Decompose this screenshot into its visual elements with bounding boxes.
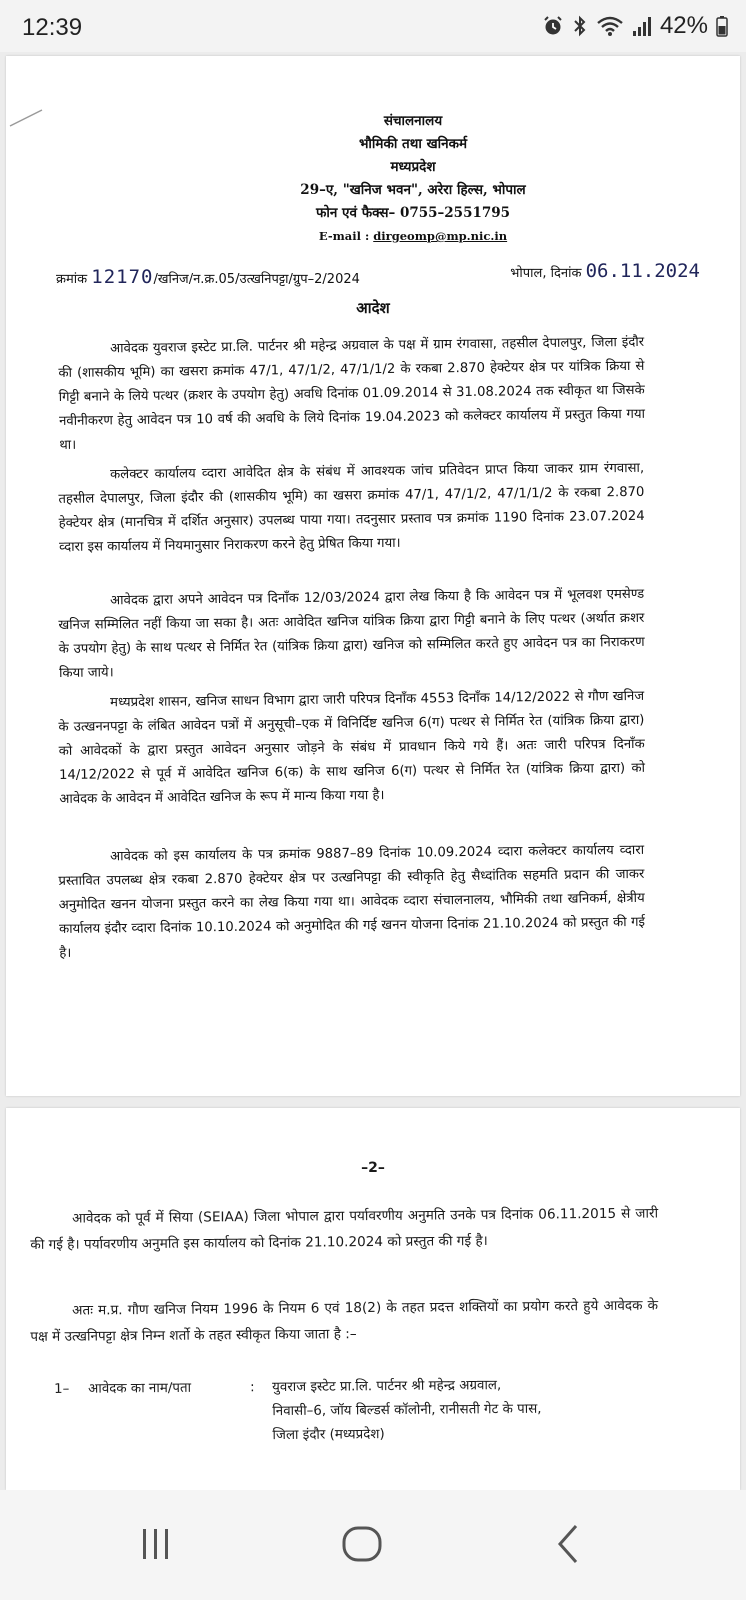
item-value-line-2: निवासी–6, जॉय बिल्डर्स कॉलोनी, रानीसती गेट के पास,	[272, 1401, 542, 1420]
home-button[interactable]	[338, 1520, 386, 1572]
order-prefix: क्रमांक	[56, 272, 88, 287]
page2-paragraph-2: अतः म.प्र. गौण खनिज नियम 1996 के नियम 6 एवं 18(2) के तहत प्रदत्त शक्तियों का प्रयोग करते हुये आवेदक के पक्ष में उत्खनिपट्टा क्षेत्र निम्न शर्तो के तहत स्वीकृत किया जाता है :–	[30, 1297, 659, 1345]
paragraph-4: मध्यप्रदेश शासन, खनिज साधन विभाग द्वारा जारी परिपत्र दिनाँक 4553 दिनाँक 14/12/2022 से गौण खनिज के उत्खननपट्टा के लंबित आवेदन पत्रों में अनुसूची–एक में विनिर्दिष्ट खनिज 6(ग) पत्थर से निर्मित रेत (यांत्रिक क्रिया द्वारा) को आवेदकों के द्वारा प्रस्तुत आवेदन अनुसार जोड़ने के संबंध में प्रावधान किये गये हैं। अतः जारी परिपत्र दिनाँक 14/12/2022 से पूर्व में आवेदित खनिज 6(क) के साथ खनिज 6(ग) पत्थर से निर्मित रेत (यांत्रिक क्रिया द्वारा) को आवेदक के आवेदन में आवेदित खनिज के रूप में मान्य किया गया है।	[58, 688, 646, 807]
status-bar	[0, 0, 746, 52]
bluetooth-icon	[572, 15, 588, 37]
navigation-bar	[0, 1490, 746, 1600]
document-title: आदेश	[356, 299, 390, 317]
item-value-line-1: युवराज इस्टेट प्रा.लि. पार्टनर श्री महेन्द्र अग्रवाल,	[272, 1378, 502, 1396]
battery-icon	[716, 15, 728, 37]
alarm-icon	[542, 15, 564, 37]
document-page-1	[6, 56, 740, 1096]
letterhead-email-line	[46, 225, 740, 248]
letterhead-line-2: भौमिकी तथा खनिकर्म	[358, 136, 468, 152]
document-page-2	[6, 1108, 740, 1490]
order-suffix: /खनिज/न.क्र.05/उत्खनिपट्टा/ग्रुप–2/2024	[153, 272, 360, 287]
order-number	[56, 266, 360, 288]
wifi-icon	[596, 15, 624, 37]
home-icon	[338, 1520, 386, 1568]
page-number: –2–	[361, 1160, 385, 1176]
battery-percent: 42%	[659, 12, 708, 39]
item-number: 1–	[54, 1381, 70, 1397]
date-prefix: भोपाल, दिनांक	[510, 266, 582, 281]
letterhead	[6, 110, 740, 248]
order-date	[510, 260, 700, 282]
letterhead-line-1: संचालनालय	[383, 113, 443, 129]
email-label: E-mail :	[318, 229, 374, 243]
paragraph-2: कलेक्टर कार्यालय व्दारा आवेदित क्षेत्र के संबंध में आवश्यक जांच प्रतिवेदन प्राप्त किया जाकर ग्राम रंगवासा, तहसील देपालपुर, जिला इंदौर की (शासकीय भूमि) का खसरा क्रमांक 47/1, 47/1/2, 47/1/1/2 के रकबा 2.870 हेक्टेयर क्षेत्र (मानचित्र में दर्शित अनुसार) उपलब्ध पाया गया। तदनुसार प्रस्ताव पत्र क्रमांक 1190 दिनांक 23.07.2024 व्दारा इस कार्यालय में नियमानुसार निराकरण करने हेतु प्रेषित किया गया।	[58, 460, 645, 555]
back-button[interactable]	[546, 1520, 594, 1572]
paragraph-1: आवेदक युवराज इस्टेट प्रा.लि. पार्टनर श्री महेन्द्र अग्रवाल के पक्ष में ग्राम रंगवासा, तहसील देपालपुर, जिला इंदौर की (शासकीय भूमि) का खसरा क्रमांक 47/1, 47/1/2, 47/1/1/2 के रकबा 2.870 हेक्टेयर क्षेत्र पर यांत्रिक क्रिया से गिट्टी बनाने के लिये पत्थर (क्रशर के उपयोग हेतु) अवधि दिनांक 01.09.2014 से 31.08.2024 तक स्वीकृत था जिसके नवीनीकरण हेतु आवेदन पत्र 10 वर्ष की अवधि के लिये दिनांक 19.04.2023 को कलेक्टर कार्यालय में प्रस्तुत किया गया था।	[58, 334, 646, 453]
back-icon	[546, 1520, 594, 1568]
status-time: 12:39	[22, 14, 83, 41]
item-value-line-3: जिला इंदौर (मध्यप्रदेश)	[272, 1427, 385, 1444]
signal-icon	[632, 15, 652, 37]
item-value	[272, 1373, 673, 1448]
list-item	[54, 1373, 684, 1444]
date-handwritten: 06.11.2024	[585, 260, 700, 282]
letterhead-address: 29–ए, "खनिज भवन", अरेरा हिल्स, भोपाल	[300, 182, 526, 198]
item-colon: :	[250, 1380, 255, 1396]
status-icons	[542, 12, 728, 40]
order-handwritten-number: 12170	[91, 266, 154, 288]
recent-apps-icon	[132, 1520, 180, 1568]
paragraph-5: आवेदक को इस कार्यालय के पत्र क्रमांक 9887–89 दिनांक 10.09.2024 व्दारा कलेक्टर कार्यालय व्दारा प्रस्तावित उपलब्ध क्षेत्र रकबा 2.870 हेक्टेयर क्षेत्र पर उत्खनिपट्टा की स्वीकृति हेतु सैध्दांतिक सहमति प्रदान की जाकर अनुमोदित खनन योजना प्रस्तुत करने का लेख किया गया था। आवेदक व्दारा संचालनालय, भौमिकी तथा खनिकर्म, क्षेत्रीय कार्यालय इंदौर व्दारा दिनांक 10.10.2024 को अनुमोदित की गई खनन योजना दिनांक 21.10.2024 को प्रस्तुत की गई है।	[58, 842, 646, 961]
email-link[interactable]: dirgeomp@mp.nic.in	[373, 229, 508, 243]
recent-apps-button[interactable]	[132, 1520, 180, 1572]
paragraph-3: आवेदक द्वारा अपने आवेदन पत्र दिनाँक 12/03/2024 द्वारा लेख किया है कि आवेदन पत्र में भूलवश एमसेण्ड खनिज सम्मिलित नहीं किया जा सका है। अतः आवेदित खनिज यांत्रिक क्रिया द्वारा गिट्टी बनाने के लिए पत्थर (अर्थात क्रशर के उपयोग हेतु) के साथ पत्थर से निर्मित रेत (यांत्रिक क्रिया द्वारा) खनिज को सम्मिलित करते हुए आवेदन पत्र का निराकरण किया जाये।	[58, 586, 645, 681]
page2-paragraph-1: आवेदक को पूर्व में सिया (SEIAA) जिला भोपाल द्वारा पर्यावरणीय अनुमति उनके पत्र दिनांक 06.11.2015 से जारी की गई है। पर्यावरणीय अनुमति इस कार्यालय को दिनांक 21.10.2024 को प्रस्तुत की गई है।	[30, 1205, 659, 1253]
item-label: आवेदक का नाम/पता	[88, 1380, 192, 1397]
letterhead-line-3: मध्यप्रदेश	[390, 159, 436, 175]
letterhead-phone: फोन एवं फैक्स– 0755–2551795	[315, 205, 511, 221]
